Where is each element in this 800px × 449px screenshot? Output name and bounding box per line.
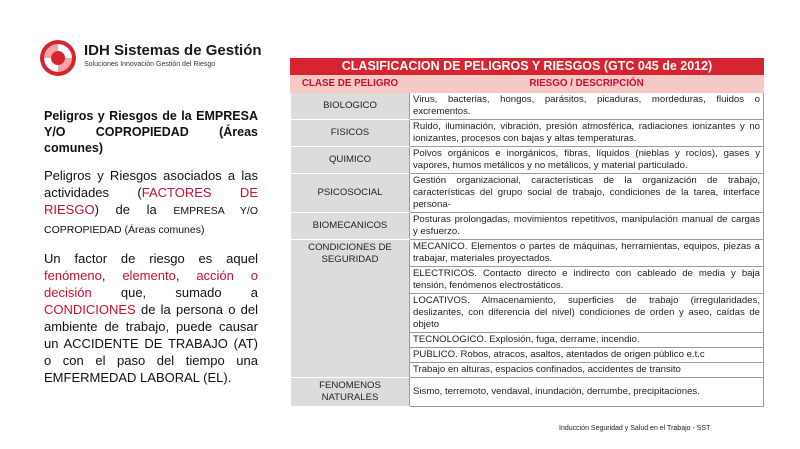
table-row: [291, 174, 764, 213]
text-fragment: que, sumado a: [91, 285, 258, 300]
paragraph-definition: [44, 250, 258, 386]
description-cell: ELECTRICOS. Contacto directo e indirecto con cableado de media y baja tensión, fenómenos electrostáticos.: [410, 267, 764, 294]
description-cell: TECNOLOGICO. Explosión, fuga, derrame, incendio.: [410, 333, 764, 348]
table-row: [291, 93, 764, 120]
text-fragment: ) de la: [94, 202, 174, 217]
description-cell: Ruido, iluminación, vibración, presión atmosférica, radiaciones ionizantes y no ionizantes, procesos con bajas y altas temperaturas.: [410, 120, 764, 147]
highlight-elemento: elemento: [122, 268, 176, 283]
table-row: [291, 378, 764, 407]
class-cell: BIOLOGICO: [291, 93, 410, 120]
highlight-fenomeno: fenómeno: [44, 268, 102, 283]
class-cell-fenomenos-naturales: FENOMENOS NATURALES: [291, 378, 410, 407]
left-text-panel: [44, 108, 258, 397]
section-heading: Peligros y Riesgos de la EMPRESA Y/O COPROPIEDAD (Áreas comunes): [44, 109, 258, 155]
class-cell: BIOMECANICOS: [291, 213, 410, 240]
class-cell-condiciones-seguridad: CONDICIONES DE SEGURIDAD: [291, 240, 410, 378]
brand-title: IDH Sistemas de Gestión: [84, 42, 262, 59]
description-cell: Gestión organizacional, características de la organización de trabajo, características del grupo social de trabajo, condiciones de la tarea, interface persona-: [410, 174, 764, 213]
text-fragment: ,: [175, 268, 197, 283]
highlight-condiciones: CONDICIONES: [44, 302, 136, 317]
text-fragment: Un factor de riesgo es aquel: [44, 251, 258, 266]
table-row: [291, 213, 764, 240]
table-title: CLASIFICACION DE PELIGROS Y RIESGOS (GTC 045 de 2012): [290, 58, 764, 75]
hazard-classification-table: [290, 58, 764, 407]
table-row: [291, 147, 764, 174]
table-row: [291, 240, 764, 267]
footer-caption: Inducción Seguridad y Salud en el Trabajo - SST: [559, 425, 711, 432]
text-fragment: ,: [101, 268, 123, 283]
description-cell: Trabajo en alturas, espacios confinados, accidentes de transito: [410, 363, 764, 378]
header-clase-peligro: CLASE DE PELIGRO: [291, 76, 410, 93]
highlight-accion-decision: acción o decisión: [44, 268, 258, 300]
class-cell: PSICOSOCIAL: [291, 174, 410, 213]
text-fragment: de la persona o del ambiente de trabajo, puede causar un ACCIDENTE DE TRABAJO (AT) o con el paso del tiempo una EMFERMEDAD LABORAL (EL).: [44, 302, 258, 385]
paragraph-factors: [44, 167, 258, 239]
description-cell: Sismo, terremoto, vendaval, inundación, derrumbe, precipitaciones.: [410, 378, 764, 407]
table-row: [291, 120, 764, 147]
highlight-factores-riesgo: FACTORES DE RIESGO: [44, 185, 258, 217]
brand-subtitle: Soluciones Innovación Gestión del Riesgo: [84, 61, 216, 68]
description-cell: MECANICO. Elementos o partes de máquinas, herramientas, equipos, piezas a trabajar, materiales proyectados.: [410, 240, 764, 267]
table-header-row: [291, 76, 764, 93]
header-riesgo-descripcion: RIESGO / DESCRIPCIÓN: [410, 76, 764, 93]
class-cell: FISICOS: [291, 120, 410, 147]
description-cell: PUBLICO. Robos, atracos, asaltos, atentados de origen público e.t.c: [410, 348, 764, 363]
description-cell: Virus, bacterias, hongos, parásitos, picaduras, mordeduras, fluidos o excrementos.: [410, 93, 764, 120]
class-cell: QUIMICO: [291, 147, 410, 174]
description-cell: Posturas prolongadas, movimientos repetitivos, manipulación manual de cargas y esfuerzo.: [410, 213, 764, 240]
description-cell: LOCATIVOS. Almacenamiento, superficies de trabajo (irregularidades, deslizantes, con diferencia del nivel) condiciones de orden y aseo, caídas de objeto: [410, 294, 764, 333]
text-empresa: EMPRESA Y/O COPROPIEDAD (Áreas comunes): [44, 205, 258, 236]
description-cell: Polvos orgánicos e inorgánicos, fibras, líquidos (nieblas y rocíos), gases y vapores, humos metálicos y no metálicos, y material particulado.: [410, 147, 764, 174]
text-fragment: Peligros y Riesgos asociados a las actividades (: [44, 168, 258, 200]
idh-swirl-logo-icon: [38, 38, 78, 78]
